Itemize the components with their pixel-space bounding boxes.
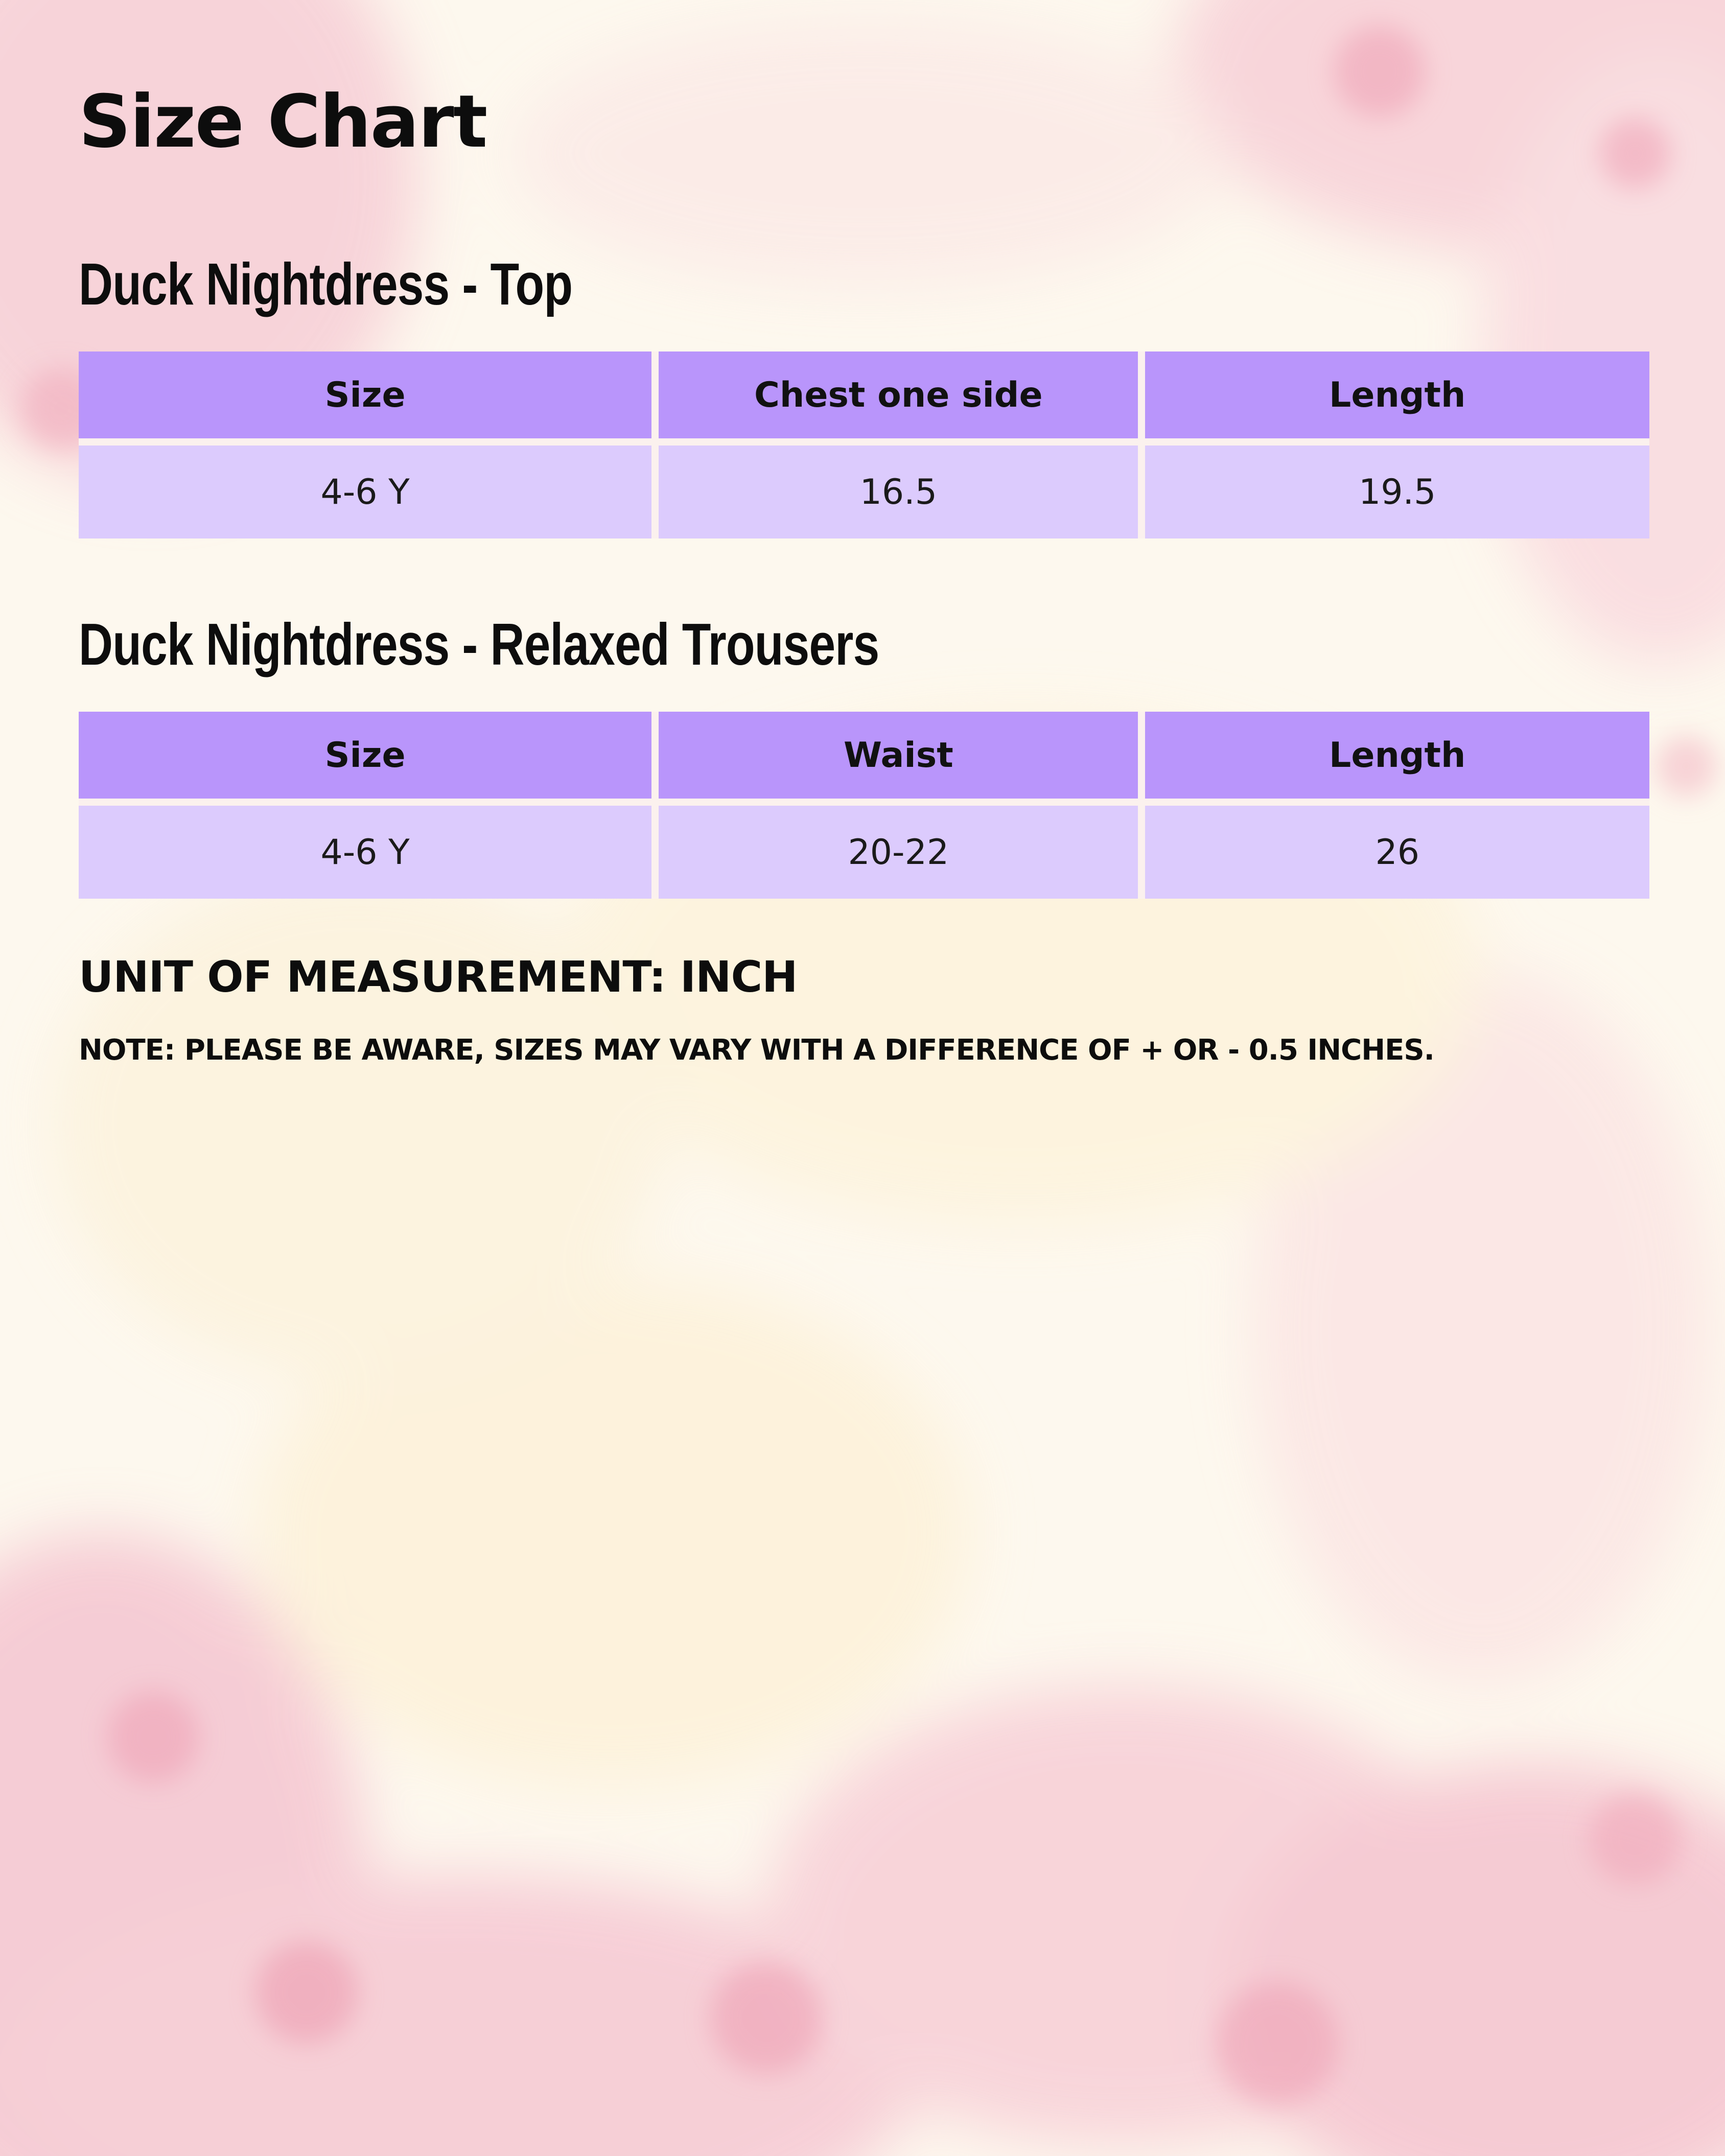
table-row [79, 806, 1649, 899]
header-cell-waist: Waist [659, 712, 1145, 806]
header-cell-size: Size [79, 351, 659, 446]
section-title-trousers: Duck Nightdress - Relaxed Trousers [79, 611, 879, 677]
size-table-trousers [79, 712, 1649, 899]
page-title: Size Chart [79, 80, 487, 164]
cell-chest: 16.5 [659, 446, 1145, 538]
header-cell-size: Size [79, 712, 659, 806]
table-header-row [79, 712, 1649, 806]
cell-waist: 20-22 [659, 806, 1145, 899]
size-table-top [79, 351, 1649, 538]
section-title-top: Duck Nightdress - Top [79, 251, 573, 317]
cell-size: 4-6 Y [79, 806, 659, 899]
cell-size: 4-6 Y [79, 446, 659, 538]
cell-length: 26 [1145, 806, 1649, 899]
header-cell-length: Length [1145, 351, 1649, 446]
size-variance-note: NOTE: PLEASE BE AWARE, SIZES MAY VARY WITH A DIFFERENCE OF + OR - 0.5 INCHES. [79, 1034, 1434, 1067]
header-cell-chest: Chest one side [659, 351, 1145, 446]
table-row [79, 446, 1649, 538]
unit-of-measurement: UNIT OF MEASUREMENT: INCH [79, 952, 798, 1002]
header-cell-length: Length [1145, 712, 1649, 806]
cell-length: 19.5 [1145, 446, 1649, 538]
table-header-row [79, 351, 1649, 446]
